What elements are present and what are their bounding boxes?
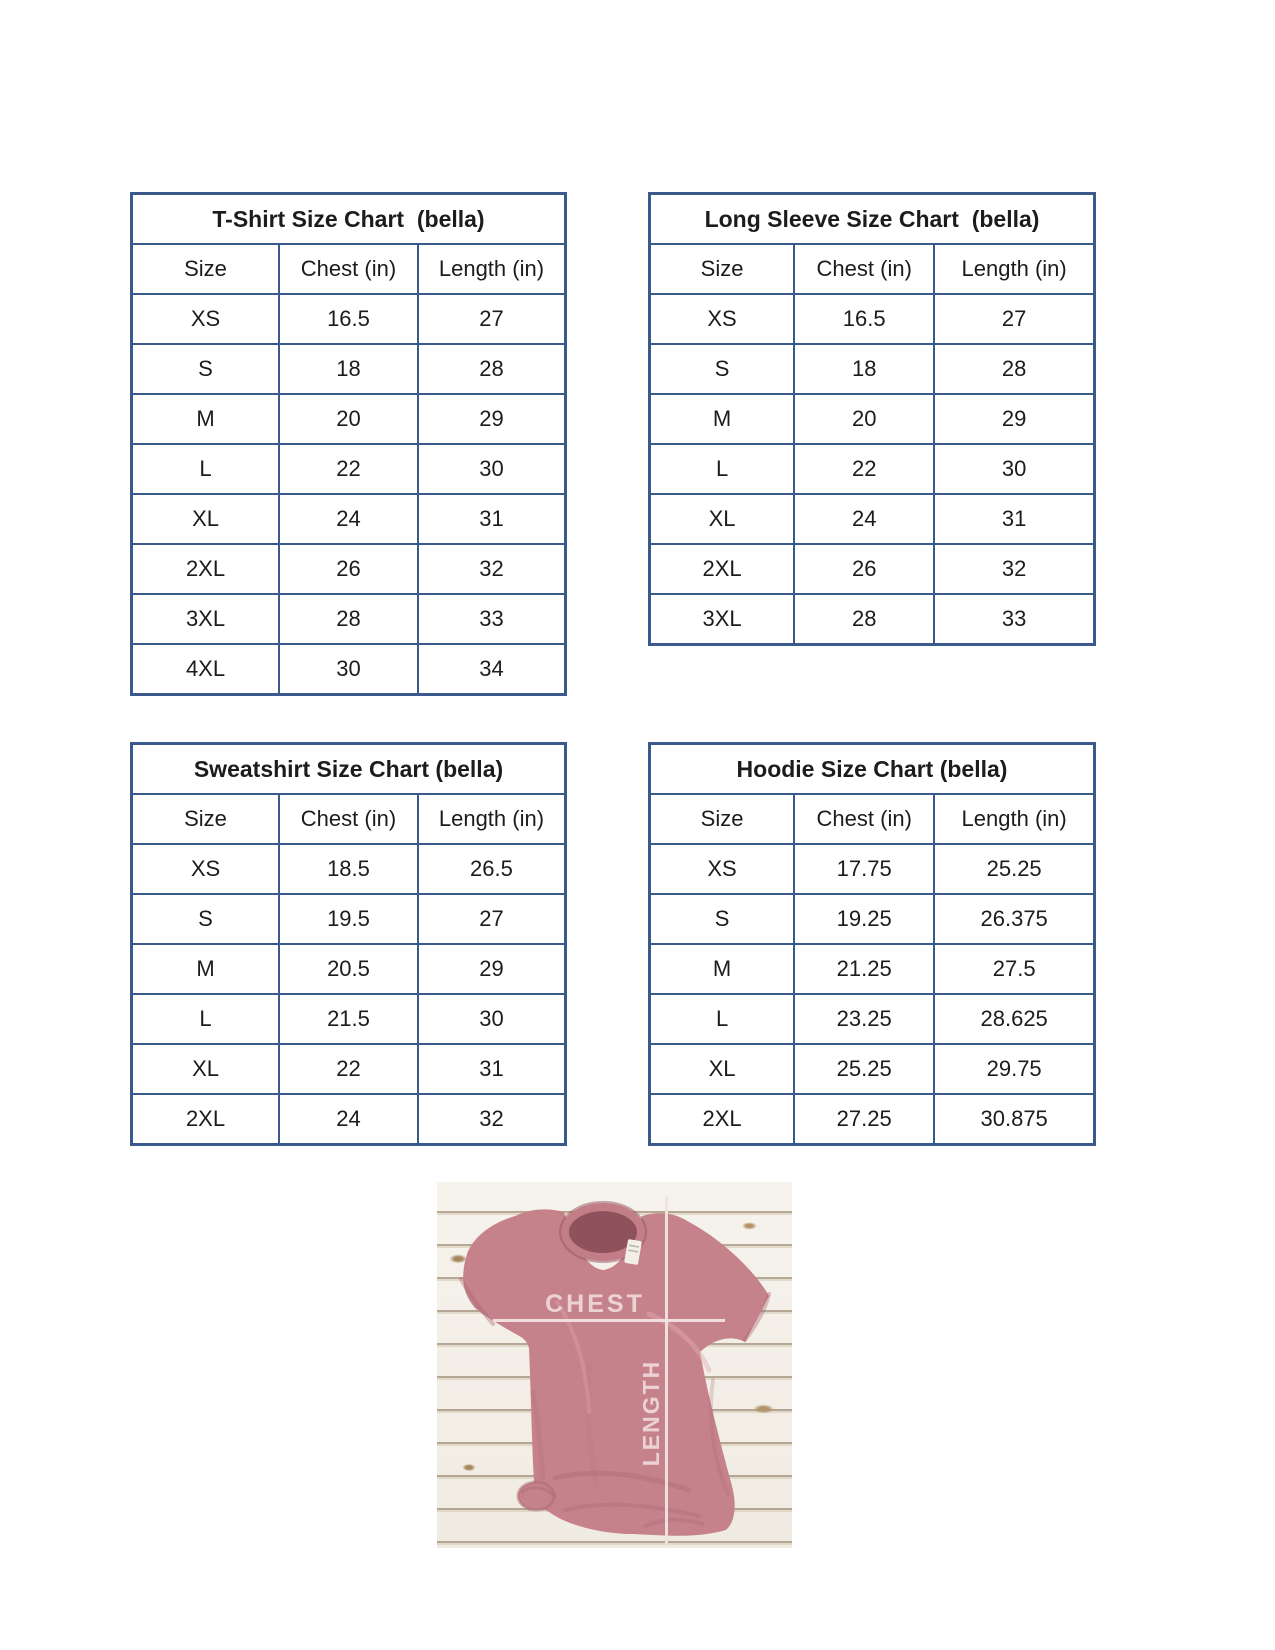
table-cell: L <box>650 994 795 1044</box>
tshirt-measurement-photo <box>437 1182 792 1548</box>
table-row <box>650 494 1095 544</box>
column-header-size: Size <box>132 244 280 294</box>
table-cell: 29 <box>934 394 1094 444</box>
table-cell: 2XL <box>132 544 280 594</box>
table-cell: 3XL <box>650 594 795 645</box>
table-cell: 18.5 <box>279 844 418 894</box>
table-cell: S <box>132 894 280 944</box>
length-label: LENGTH <box>638 1359 664 1467</box>
table-row <box>132 894 566 944</box>
table-cell: 28 <box>934 344 1094 394</box>
table-row <box>132 394 566 444</box>
table-cell: 31 <box>418 494 566 544</box>
table-cell: 2XL <box>132 1094 280 1145</box>
table-cell: 30 <box>934 444 1094 494</box>
table-title-row <box>132 194 566 245</box>
table-cell: M <box>132 394 280 444</box>
table-cell: XL <box>132 494 280 544</box>
table-cell: 28.625 <box>934 994 1094 1044</box>
column-header-chest: Chest (in) <box>794 794 934 844</box>
column-header-chest: Chest (in) <box>279 794 418 844</box>
table-cell: 29 <box>418 394 566 444</box>
table-cell: XS <box>132 844 280 894</box>
column-header-length: Length (in) <box>418 244 566 294</box>
table-title-row <box>132 744 566 795</box>
table-cell: 26 <box>279 544 418 594</box>
table-cell: 32 <box>418 1094 566 1145</box>
table-cell: S <box>650 344 795 394</box>
table-cell: XL <box>650 494 795 544</box>
hoodie-size-table <box>648 742 1096 1146</box>
table-cell: 18 <box>794 344 934 394</box>
table-header-row <box>132 244 566 294</box>
table-title: Hoodie Size Chart (bella) <box>650 744 1095 795</box>
table-cell: M <box>650 394 795 444</box>
table-cell: 24 <box>279 494 418 544</box>
table-row <box>132 544 566 594</box>
column-header-length: Length (in) <box>934 794 1094 844</box>
table-cell: 24 <box>794 494 934 544</box>
table-cell: 20.5 <box>279 944 418 994</box>
table-row <box>132 644 566 695</box>
table-cell: 4XL <box>132 644 280 695</box>
table-row <box>132 1094 566 1145</box>
table-row <box>132 1044 566 1094</box>
column-header-length: Length (in) <box>418 794 566 844</box>
hem-knot <box>518 1482 554 1510</box>
table-cell: L <box>650 444 795 494</box>
table-cell: XL <box>132 1044 280 1094</box>
tshirt-size-table <box>130 192 567 696</box>
table-cell: XL <box>650 1044 795 1094</box>
table-title-row <box>650 194 1095 245</box>
table-cell: 21.25 <box>794 944 934 994</box>
table-cell: 27 <box>418 894 566 944</box>
table-cell: 31 <box>934 494 1094 544</box>
table-row <box>132 494 566 544</box>
sweatshirt-size-table-grid <box>130 742 567 1146</box>
table-cell: 26.5 <box>418 844 566 894</box>
table-cell: 30.875 <box>934 1094 1094 1145</box>
table-cell: L <box>132 994 280 1044</box>
table-cell: 19.25 <box>794 894 934 944</box>
table-cell: 25.25 <box>794 1044 934 1094</box>
table-cell: XS <box>132 294 280 344</box>
table-cell: 27.5 <box>934 944 1094 994</box>
table-cell: 20 <box>279 394 418 444</box>
table-title-row <box>650 744 1095 795</box>
long-sleeve-size-table-grid <box>648 192 1096 646</box>
chest-measure-line <box>493 1319 725 1322</box>
table-header-row <box>650 794 1095 844</box>
column-header-size: Size <box>650 244 795 294</box>
table-row <box>650 894 1095 944</box>
table-cell: 26 <box>794 544 934 594</box>
table-cell: 17.75 <box>794 844 934 894</box>
table-row <box>132 944 566 994</box>
column-header-chest: Chest (in) <box>794 244 934 294</box>
table-cell: 3XL <box>132 594 280 644</box>
table-cell: 16.5 <box>279 294 418 344</box>
table-cell: 27 <box>934 294 1094 344</box>
table-row <box>650 344 1095 394</box>
table-cell: S <box>650 894 795 944</box>
table-cell: 2XL <box>650 1094 795 1145</box>
column-header-size: Size <box>650 794 795 844</box>
table-cell: 23.25 <box>794 994 934 1044</box>
long-sleeve-size-table <box>648 192 1096 646</box>
table-cell: 16.5 <box>794 294 934 344</box>
table-cell: 22 <box>279 1044 418 1094</box>
table-row <box>650 944 1095 994</box>
table-cell: 29 <box>418 944 566 994</box>
table-cell: XS <box>650 294 795 344</box>
table-cell: L <box>132 444 280 494</box>
table-cell: 28 <box>279 594 418 644</box>
table-row <box>650 294 1095 344</box>
chest-label: CHEST <box>545 1290 645 1318</box>
table-cell: XS <box>650 844 795 894</box>
table-cell: 26.375 <box>934 894 1094 944</box>
table-title: Long Sleeve Size Chart (bella) <box>650 194 1095 245</box>
table-row <box>132 444 566 494</box>
column-header-size: Size <box>132 794 280 844</box>
table-row <box>132 294 566 344</box>
table-cell: 25.25 <box>934 844 1094 894</box>
table-header-row <box>132 794 566 844</box>
table-cell: 28 <box>794 594 934 645</box>
table-cell: 19.5 <box>279 894 418 944</box>
hoodie-size-table-grid <box>648 742 1096 1146</box>
column-header-chest: Chest (in) <box>279 244 418 294</box>
table-cell: 20 <box>794 394 934 444</box>
table-cell: 24 <box>279 1094 418 1145</box>
table-cell: 30 <box>418 994 566 1044</box>
table-cell: 21.5 <box>279 994 418 1044</box>
column-header-length: Length (in) <box>934 244 1094 294</box>
table-row <box>132 994 566 1044</box>
table-row <box>650 594 1095 645</box>
table-cell: 33 <box>418 594 566 644</box>
table-row <box>132 594 566 644</box>
table-row <box>132 344 566 394</box>
table-cell: 31 <box>418 1044 566 1094</box>
table-row <box>132 844 566 894</box>
table-cell: 33 <box>934 594 1094 645</box>
sweatshirt-size-table <box>130 742 567 1146</box>
table-row <box>650 1044 1095 1094</box>
table-row <box>650 444 1095 494</box>
table-row <box>650 994 1095 1044</box>
table-row <box>650 844 1095 894</box>
table-row <box>650 394 1095 444</box>
tshirt-illustration <box>437 1182 792 1548</box>
table-cell: 22 <box>794 444 934 494</box>
tshirt-size-table-grid <box>130 192 567 696</box>
table-header-row <box>650 244 1095 294</box>
table-cell: 18 <box>279 344 418 394</box>
table-cell: 32 <box>418 544 566 594</box>
table-cell: 27.25 <box>794 1094 934 1145</box>
table-title: Sweatshirt Size Chart (bella) <box>132 744 566 795</box>
table-cell: 28 <box>418 344 566 394</box>
table-cell: 30 <box>279 644 418 695</box>
table-cell: M <box>650 944 795 994</box>
table-title: T-Shirt Size Chart (bella) <box>132 194 566 245</box>
table-cell: M <box>132 944 280 994</box>
table-cell: 2XL <box>650 544 795 594</box>
table-cell: 30 <box>418 444 566 494</box>
table-cell: 34 <box>418 644 566 695</box>
table-cell: 29.75 <box>934 1044 1094 1094</box>
table-row <box>650 544 1095 594</box>
table-row <box>650 1094 1095 1145</box>
length-measure-line <box>665 1196 668 1546</box>
table-cell: 22 <box>279 444 418 494</box>
table-cell: 27 <box>418 294 566 344</box>
table-cell: 32 <box>934 544 1094 594</box>
table-cell: S <box>132 344 280 394</box>
